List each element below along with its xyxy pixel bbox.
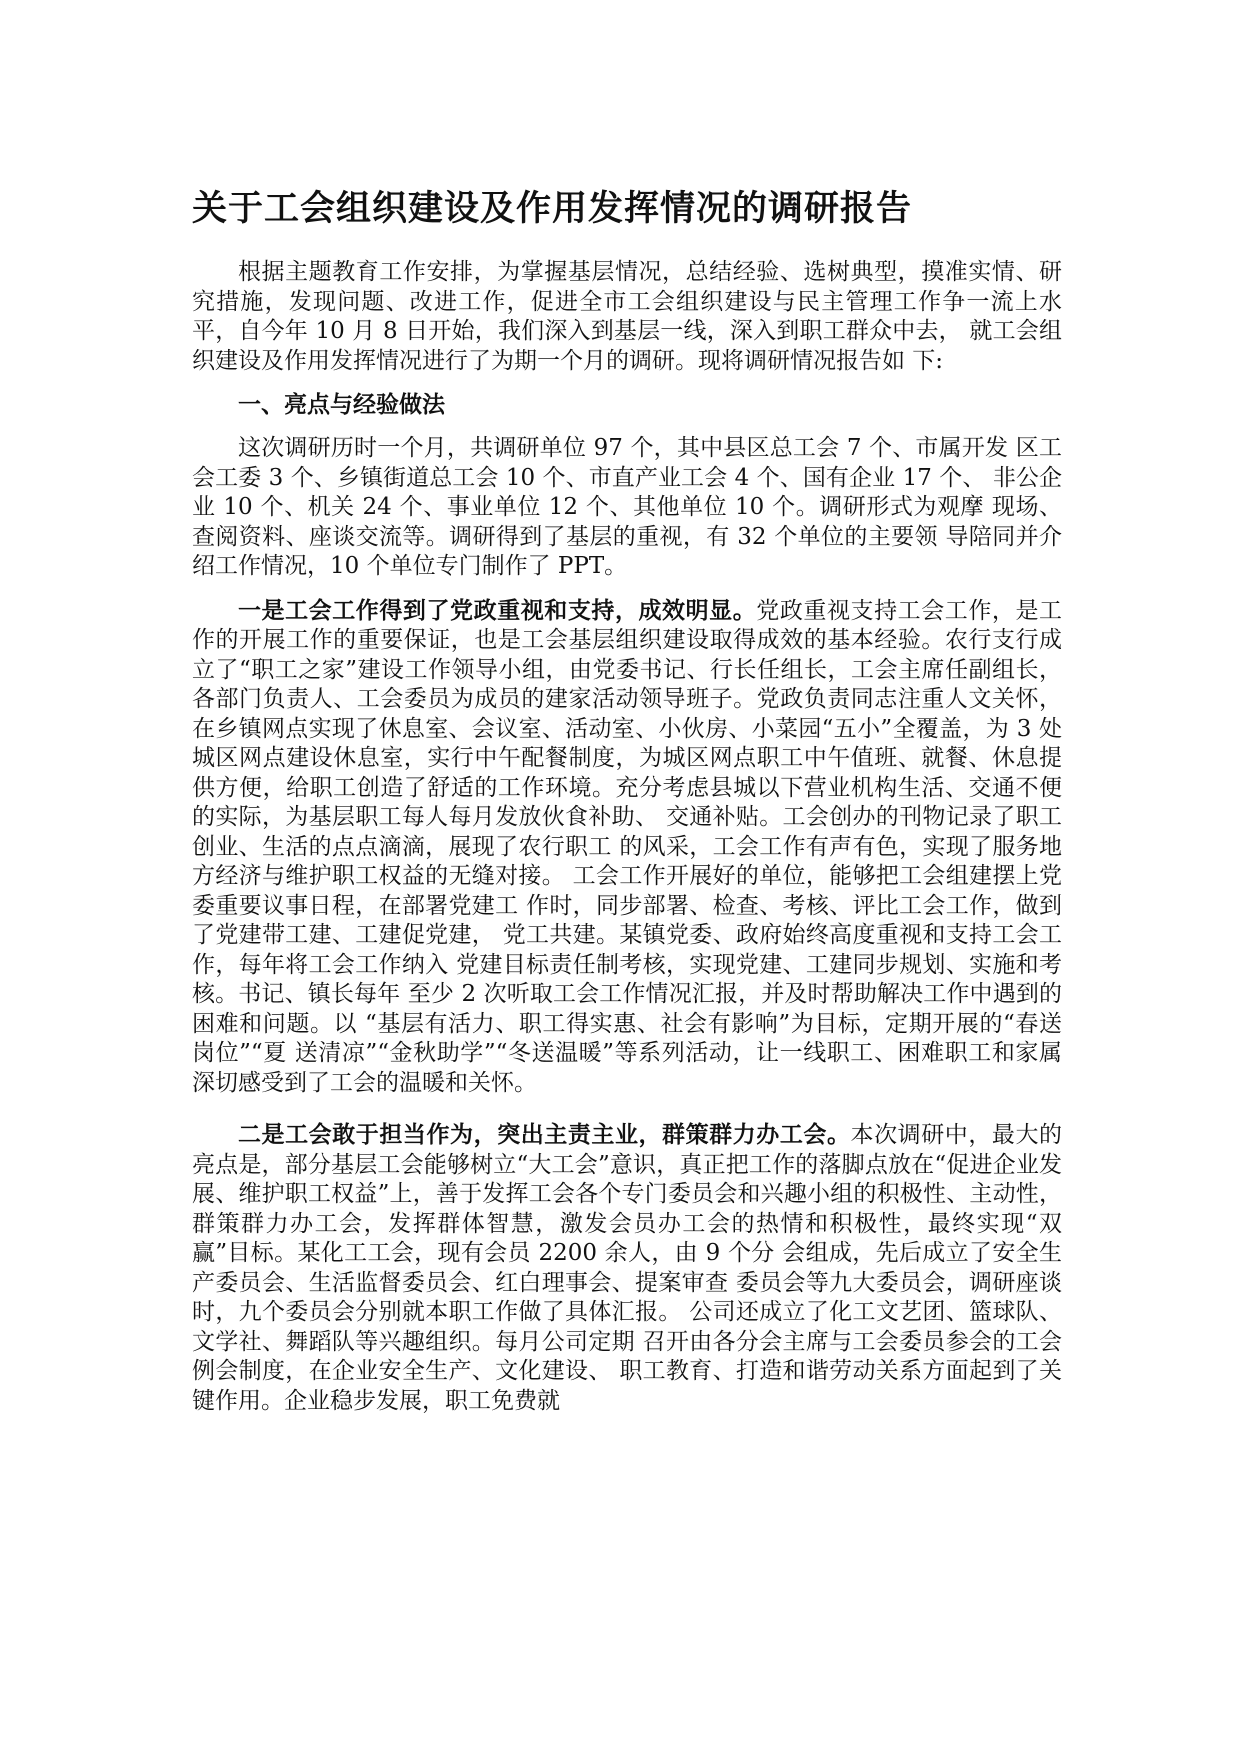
- survey-summary-paragraph: 这次调研历时一个月，共调研单位 97 个，其中县区总工会 7 个、市属开发 区工会工委 3 个、乡镇街道总工会 10 个、市直产业工会 4 个、国有企业 17 个、 非公企业 10 个、机关 24 个、事业单位 12 个、其他单位 10 个。调研形式为观摩 现场、查阅资料、座谈交流等。调研得到了基层的重视，有 32 个单位的主要领 导陪同并介绍工作情况，10 个单位专门制作了 PPT。: [192, 435, 1062, 579]
- document-page: [192, 186, 1062, 1430]
- intro-paragraph: 根据主题教育工作安排，为掌握基层情况，总结经验、选树典型，摸准实情、研究措施，发现问题、改进工作，促进全市工会组织建设与民主管理工作争一流上水平，自今年 10 月 8 日开始，我们深入到基层一线，深入到职工群众中去， 就工会组织建设及作用发挥情况进行了为期一个月的调研。现将调研情况报告如 下:: [192, 259, 1062, 374]
- section-heading-highlights: 一、亮点与经验做法: [238, 391, 445, 418]
- point-one-body: 党政重视支持工会工作，是工作的开展工作的重要保证，也是工会基层组织建设取得成效的基本经验。农行支行成立了“职工之家”建设工作领导小组，由党委书记、行长任组长，工会主席任副组长，各部门负责人、工会委员为成员的建家活动领导班子。党政负责同志注重人文关怀，在乡镇网点实现了休息室、会议室、活动室、小伙房、小菜园“五小”全覆盖，为 3 处城区网点建设休息室，实行中午配餐制度，为城区网点职工中午值班、就餐、休息提供方便，给职工创造了舒适的工作环境。充分考虑县城以下营业机构生活、交通不便的实际，为基层职工每人每月发放伙食补助、 交通补贴。工会创办的刊物记录了职工创业、生活的点点滴滴，展现了农行职工 的风采，工会工作有声有色，实现了服务地方经济与维护职工权益的无缝对接。 工会工作开展好的单位，能够把工会组建摆上党委重要议事日程，在部署党建工 作时，同步部署、检查、考核、评比工会工作，做到了党建带工建、工建促党建， 党工共建。某镇党委、政府始终高度重视和支持工会工作，每年将工会工作纳入 党建目标责任制考核，实现党建、工建同步规划、实施和考核。书记、镇长每年 至少 2 次听取工会工作情况汇报，并及时帮助解决工作中遇到的困难和问题。以 “基层有活力、职工得实惠、社会有影响”为目标，定期开展的“春送岗位”“夏 送清凉”“金秋助学”“冬送温暖”等系列活动，让一线职工、困难职工和家属 深切感受到了工会的温暖和关怀。: [192, 597, 1063, 1096]
- point-two-lead: 二是工会敢于担当作为，突出主责主业，群策群力办工会。: [238, 1121, 851, 1148]
- point-one-lead: 一是工会工作得到了党政重视和支持，成效明显。: [238, 596, 757, 624]
- point-two-body: 本次调研中，最大的亮点是，部分基层工会能够树立“大工会”意识，真正把工作的落脚点放在“促进企业发展、维护职工权益”上，善于发挥工会各个专门委员会和兴趣小组的积极性、主动性，群策群力办工会，发挥群体智慧，激发会员办工会的热情和积极性，最终实现“双赢”目标。某化工工会，现有会员 2200 余人，由 9 个分 会组成，先后成立了安全生产委员会、生活监督委员会、红白理事会、提案审查 委员会等九大委员会，调研座谈时，九个委员会分别就本职工作做了具体汇报。 公司还成立了化工文艺团、篮球队、文学社、舞蹈队等兴趣组织。每月公司定期 召开由各分会主席与工会委员参会的工会例会制度，在企业安全生产、文化建设、 职工教育、打造和谐劳动关系方面起到了关键作用。企业稳步发展，职工免费就: [192, 1122, 1063, 1414]
- point-two-paragraph: [192, 1120, 1062, 1416]
- document-title: 关于工会组织建设及作用发挥情况的调研报告: [192, 189, 913, 229]
- point-one-paragraph: [192, 596, 1062, 1099]
